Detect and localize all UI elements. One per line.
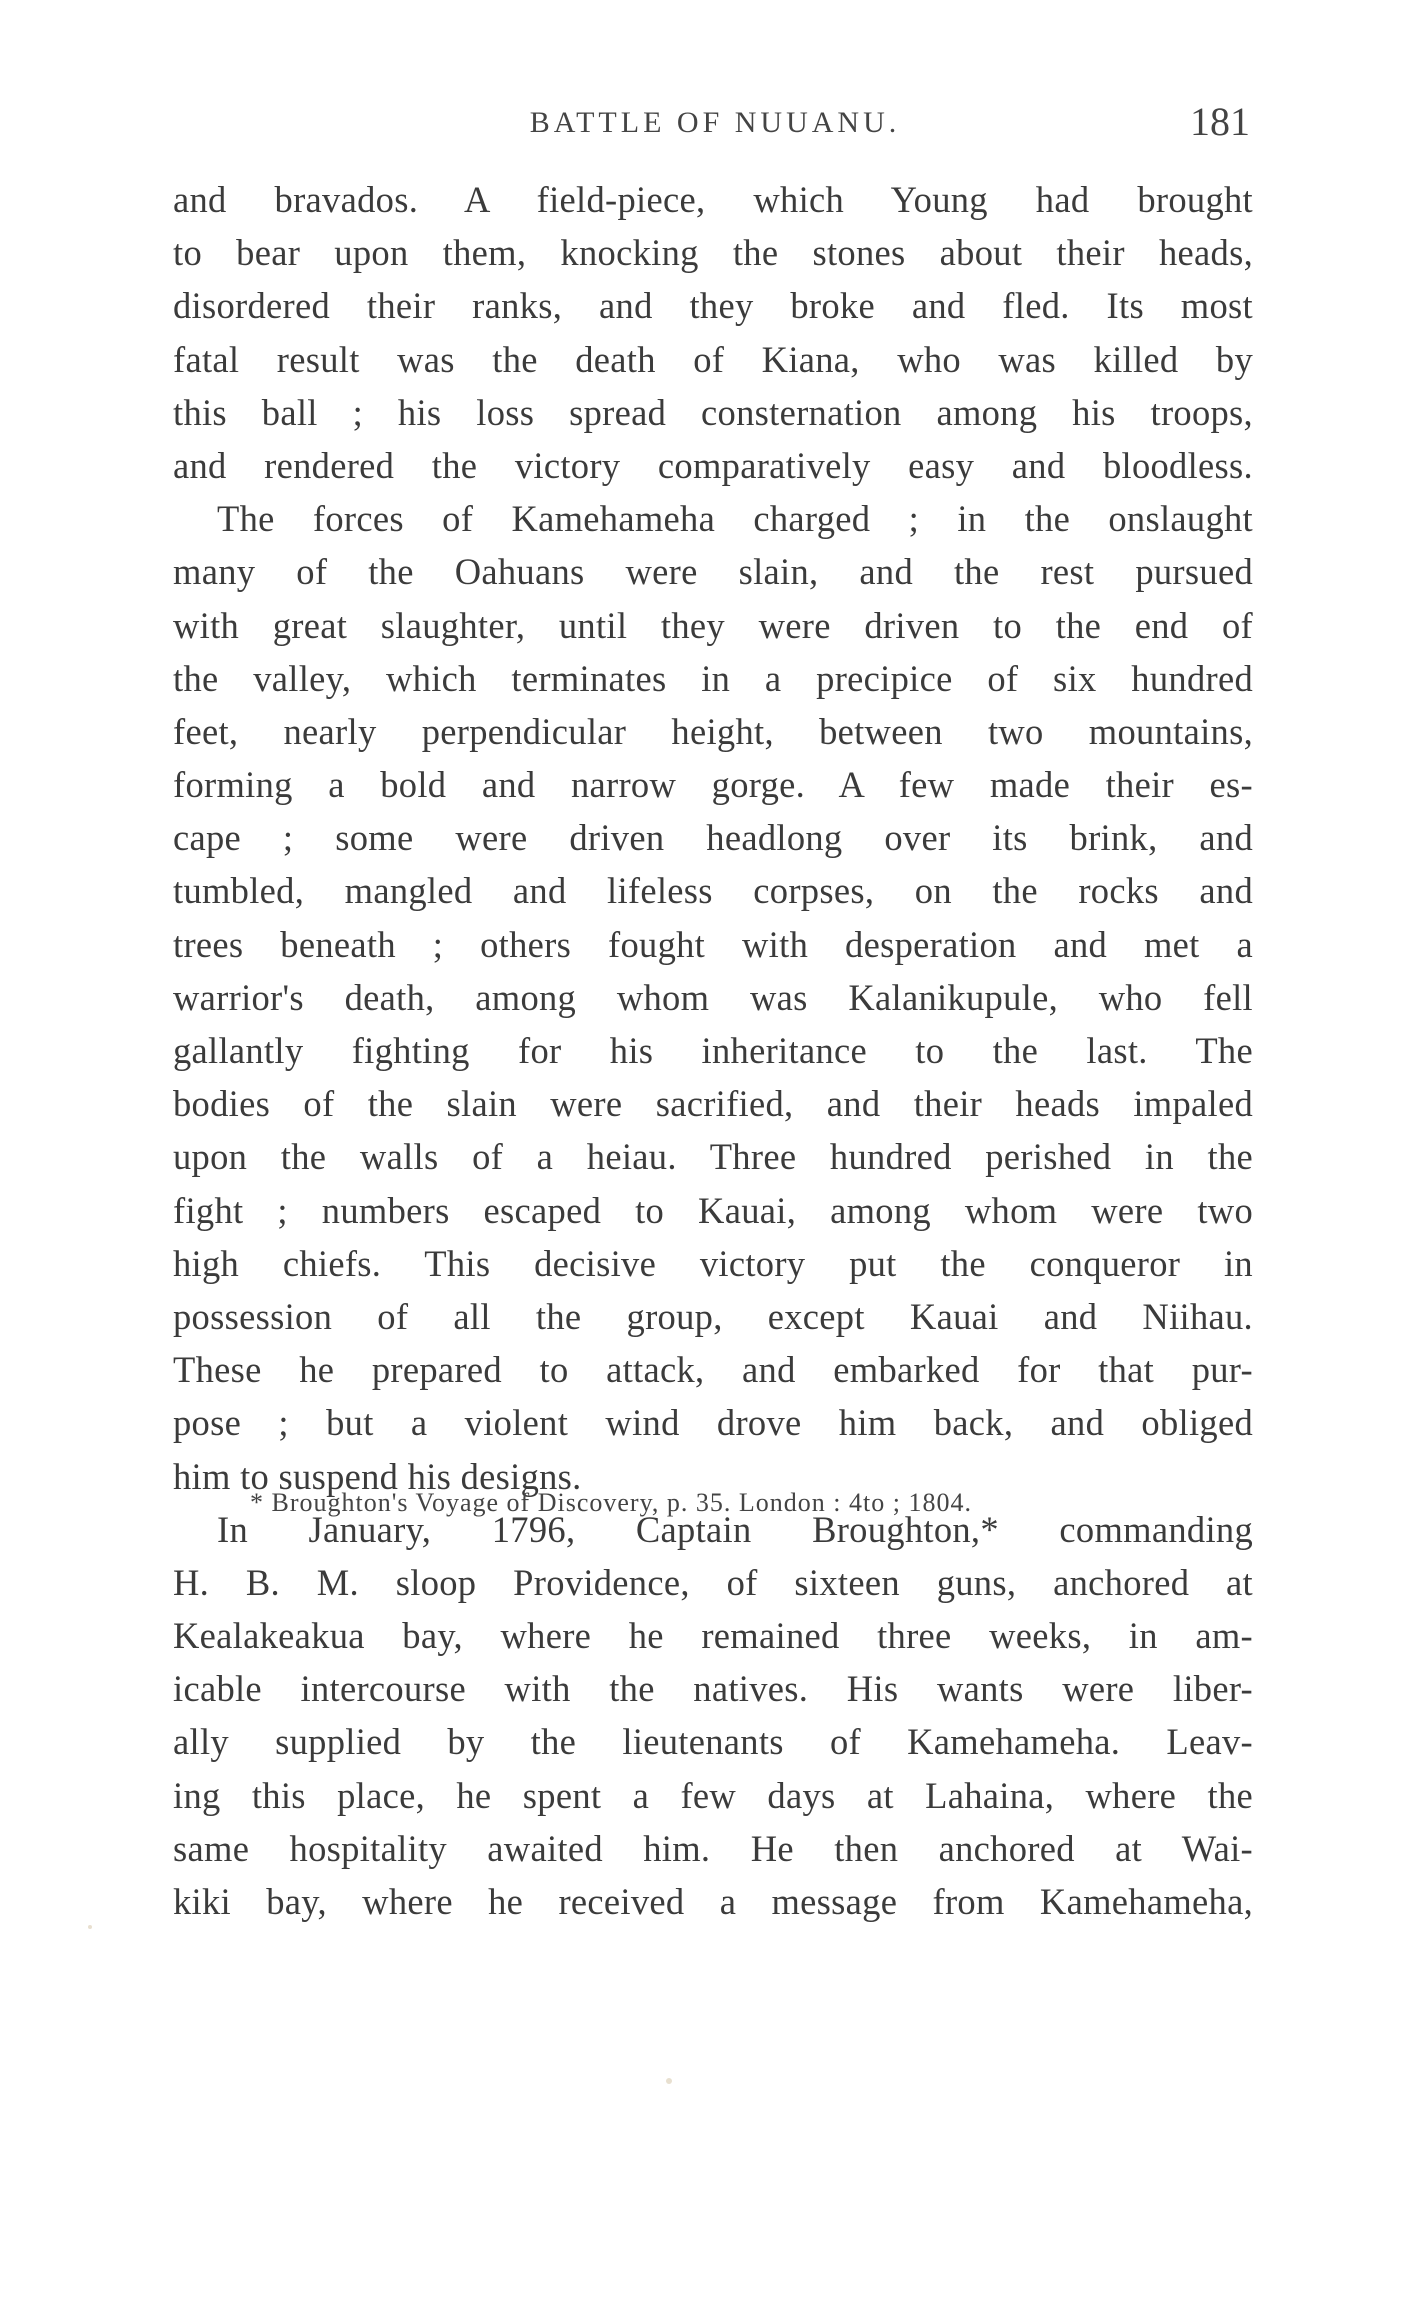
text-line: kiki bay, where he received a message from Kamehameha, xyxy=(173,1881,1253,1922)
paper-speck xyxy=(666,2078,672,2084)
text-line: Kealakeakua bay, where he remained three weeks, in am- xyxy=(173,1615,1253,1657)
text-line: the valley, which terminates in a precipice of six hundred xyxy=(173,657,1253,699)
page-number: 181 xyxy=(1190,99,1250,144)
text-line: with great slaughter, until they were driven to the end of xyxy=(173,604,1253,646)
text-line: warrior's death, among whom was Kalanikupule, who fell xyxy=(173,976,1253,1018)
text-line: upon the walls of a heiau. Three hundred perished in the xyxy=(173,1136,1253,1178)
running-title: BATTLE OF NUUANU. xyxy=(529,106,901,139)
text-line: cape ; some were driven headlong over its brink, and xyxy=(173,817,1253,859)
paragraph-end-line: him to suspend his designs. xyxy=(173,1455,582,1497)
paragraph-start-line: In January, 1796, Captain Broughton,* commanding xyxy=(217,1508,1253,1550)
body-text xyxy=(173,173,1253,1928)
text-line: pose ; but a violent wind drove him back, and obliged xyxy=(173,1402,1253,1444)
text-line: icable intercourse with the natives. His wants were liber- xyxy=(173,1668,1253,1710)
text-line: this ball ; his loss spread consternation among his troops, xyxy=(173,391,1253,433)
text-line: high chiefs. This decisive victory put the conqueror in xyxy=(173,1242,1253,1284)
text-line: tumbled, mangled and lifeless corpses, on the rocks and xyxy=(173,870,1253,912)
text-line: gallantly fighting for his inheritance to the last. The xyxy=(173,1030,1253,1071)
paper-speck xyxy=(88,1925,92,1929)
text-line: ally supplied by the lieutenants of Kamehameha. Leav- xyxy=(173,1721,1253,1763)
text-line: many of the Oahuans were slain, and the rest pursued xyxy=(173,551,1253,593)
footnote: * Broughton's Voyage of Discovery, p. 35. London : 4to ; 1804. xyxy=(250,1488,972,1517)
running-head xyxy=(170,98,1260,148)
text-line: same hospitality awaited him. He then anchored at Wai- xyxy=(173,1827,1253,1869)
text-line: bodies of the slain were sacrified, and their heads impaled xyxy=(173,1083,1253,1125)
paragraph-start-line: The forces of Kamehameha charged ; in the onslaught xyxy=(217,498,1253,540)
text-line: feet, nearly perpendicular height, between two mountains, xyxy=(173,710,1253,752)
text-line: disordered their ranks, and they broke and fled. Its most xyxy=(173,285,1253,327)
text-line: forming a bold and narrow gorge. A few made their es- xyxy=(173,764,1253,806)
text-line: ing this place, he spent a few days at Lahaina, where the xyxy=(173,1774,1253,1816)
text-line: and bravados. A field-piece, which Young had brought xyxy=(173,179,1253,220)
text-line: to bear upon them, knocking the stones about their heads, xyxy=(173,232,1253,274)
text-line: These he prepared to attack, and embarked for that pur- xyxy=(173,1349,1253,1391)
text-line: H. B. M. sloop Providence, of sixteen guns, anchored at xyxy=(173,1561,1253,1603)
text-line: possession of all the group, except Kauai and Niihau. xyxy=(173,1295,1253,1337)
text-line: fight ; numbers escaped to Kauai, among whom were two xyxy=(173,1189,1253,1231)
text-line: and rendered the victory comparatively easy and bloodless. xyxy=(173,444,1253,486)
text-line: fatal result was the death of Kiana, who was killed by xyxy=(173,338,1253,380)
text-line: trees beneath ; others fought with desperation and met a xyxy=(173,923,1253,965)
